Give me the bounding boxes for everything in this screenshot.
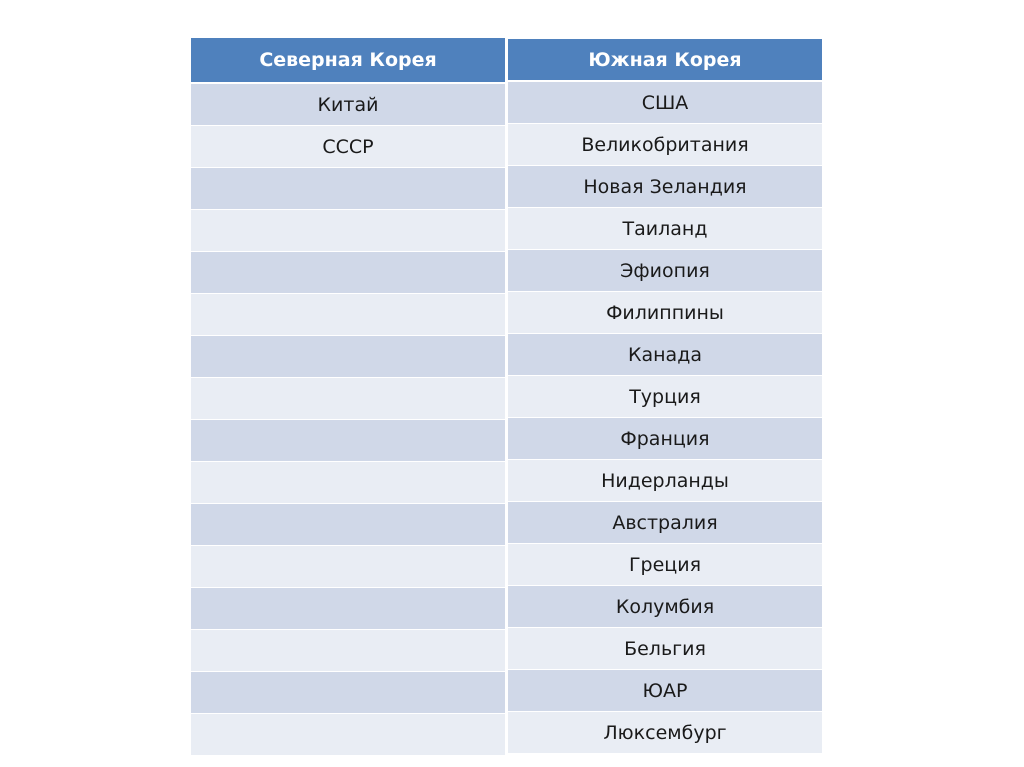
north-korea-cell (191, 462, 505, 503)
south-korea-cell: ЮАР (508, 670, 822, 711)
south-korea-cell: Великобритания (508, 124, 822, 165)
north-korea-cell (191, 672, 505, 713)
south-korea-cell: Таиланд (508, 208, 822, 249)
south-korea-cell: Турция (508, 376, 822, 417)
south-korea-header: Южная Корея (508, 39, 822, 82)
north-korea-column (191, 38, 505, 756)
north-korea-cell: Китай (191, 84, 505, 125)
south-korea-cell: Колумбия (508, 586, 822, 627)
north-korea-cell (191, 504, 505, 545)
north-korea-cell (191, 588, 505, 629)
south-korea-cell: Нидерланды (508, 460, 822, 501)
north-korea-cell (191, 336, 505, 377)
south-korea-cell: США (508, 82, 822, 123)
north-korea-cell (191, 378, 505, 419)
south-korea-cell: Австралия (508, 502, 822, 543)
north-korea-header: Северная Корея (191, 38, 505, 84)
north-korea-cell (191, 294, 505, 335)
south-korea-cell: Греция (508, 544, 822, 585)
north-korea-cell (191, 168, 505, 209)
north-korea-cell (191, 714, 505, 755)
south-korea-cell: Канада (508, 334, 822, 375)
north-korea-cell (191, 210, 505, 251)
south-korea-cell: Филиппины (508, 292, 822, 333)
south-korea-cell: Франция (508, 418, 822, 459)
north-korea-cell (191, 252, 505, 293)
south-korea-cell: Эфиопия (508, 250, 822, 291)
south-korea-cell: Новая Зеландия (508, 166, 822, 207)
north-korea-cell (191, 630, 505, 671)
south-korea-column (508, 39, 822, 754)
north-korea-cell: СССР (191, 126, 505, 167)
north-korea-cell (191, 420, 505, 461)
north-korea-cell (191, 546, 505, 587)
south-korea-cell: Люксембург (508, 712, 822, 753)
south-korea-cell: Бельгия (508, 628, 822, 669)
